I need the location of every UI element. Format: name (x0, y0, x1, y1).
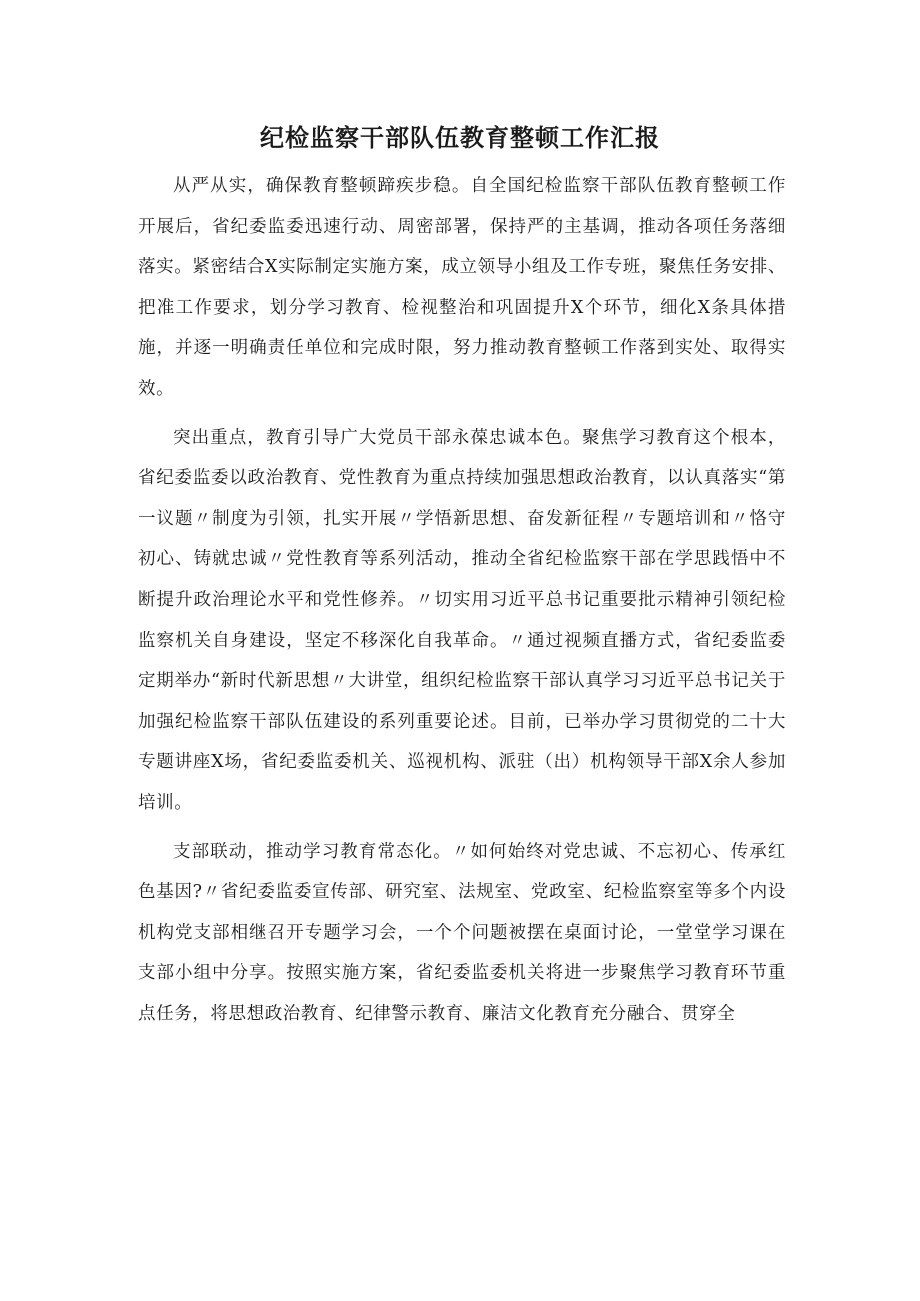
document-title: 纪检监察干部队伍教育整顿工作汇报 (260, 123, 660, 152)
paragraph: 支部联动，推动学习教育常态化。〃如何始终对党忠诚、不忘初心、传承红色基因?〃省纪委监委宣传部、研究室、法规室、党政室、纪检监察室等多个内设机构党支部相继召开专题学习会，一个个问题被摆在桌面讨论，一堂堂学习课在支部小组中分享。按照实施方案，省纪委监委机关将进一步聚焦学习教育环节重点任务，将思想政治教育、纪律警示教育、廉洁文化教育充分融合、贯穿全 (138, 841, 786, 1024)
paragraph: 突出重点，教育引导广大党员干部永葆忠诚本色。聚焦学习教育这个根本，省纪委监委以政治教育、党性教育为重点持续加强思想政治教育，以认真落实“第一议题〃制度为引领，扎实开展〃学悟新思想、奋发新征程〃专题培训和〃恪守初心、铸就忠诚〃党性教育等系列活动，推动全省纪检监察干部在学思践悟中不断提升政治理论水平和党性修养。〃切实用习近平总书记重要批示精神引领纪检监察机关自身建设，坚定不移深化自我革命。〃通过视频直播方式，省纪委监委定期举办“新时代新思想〃大讲堂，组织纪检监察干部认真学习习近平总书记关于加强纪检监察干部队伍建设的系列重要论述。目前，已举办学习贯彻党的二十大专题讲座X场，省纪委监委机关、巡视机构、派驻（出）机构领导干部X余人参加培训。 (138, 427, 786, 813)
document-body (138, 166, 786, 1042)
paragraph: 从严从实，确保教育整顿蹄疾步稳。自全国纪检监察干部队伍教育整顿工作开展后，省纪委监委迅速行动、周密部署，保持严的主基调，推动各项任务落细落实。紧密结合X实际制定实施方案，成立领导小组及工作专班，聚焦任务安排、把准工作要求，划分学习教育、检视整治和巩固提升X个环节，细化X条具体措施，并逐一明确责任单位和完成时限，努力推动教育整顿工作落到实处、取得实效。 (138, 176, 786, 399)
